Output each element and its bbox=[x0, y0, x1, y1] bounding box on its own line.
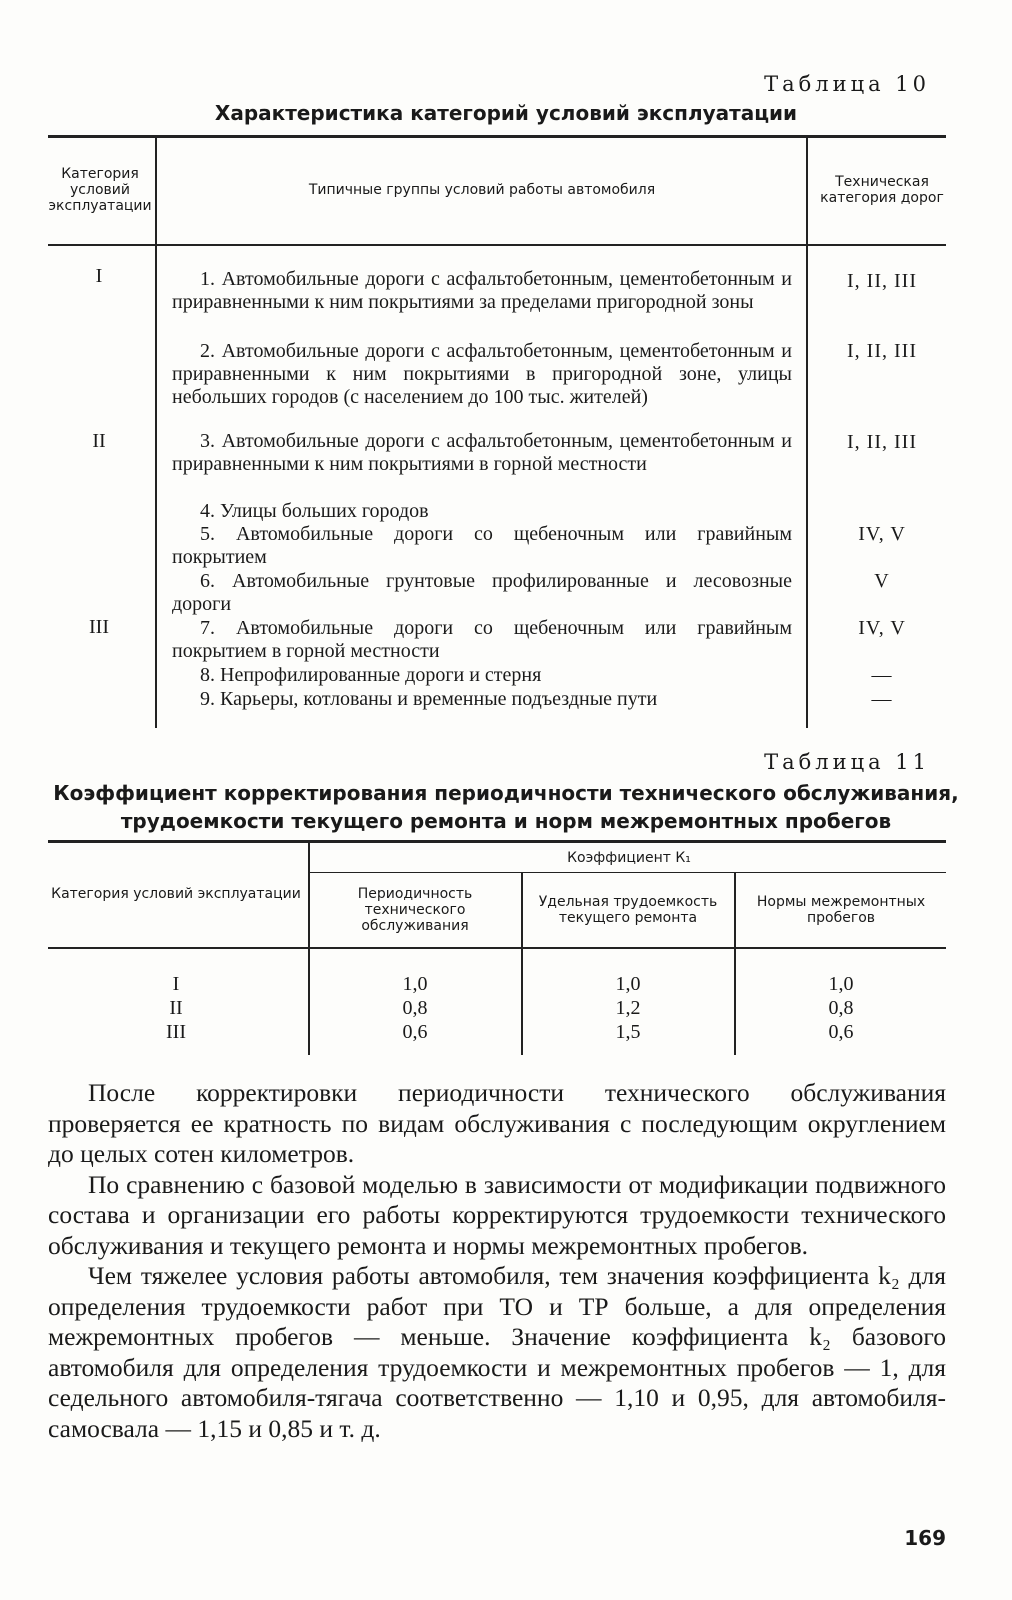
page-number: 169 bbox=[904, 1526, 946, 1550]
table-11-cell: 1,0 bbox=[615, 973, 641, 995]
table-10-header-rule bbox=[48, 244, 946, 246]
table-11-header-category: Категория условий эксплуатации bbox=[51, 886, 301, 902]
table-10-tech: IV, V bbox=[858, 523, 906, 545]
table-10-row: 7. Автомобильные дороги со щебеночным или гравийным покрытием в горной местности bbox=[172, 617, 792, 662]
table-10-tech: I, II, III bbox=[847, 270, 917, 292]
table-10-caption: Таблица 10 bbox=[764, 72, 930, 96]
table-11-top-rule bbox=[48, 840, 946, 843]
table-11-header-col2: Удельная трудоемкость текущего ремонта bbox=[538, 894, 718, 926]
table-11-cell: 0,8 bbox=[828, 997, 854, 1019]
table-10-tech: V bbox=[874, 570, 890, 592]
table-10-tech: — bbox=[871, 664, 893, 686]
table-11-title-line2: трудоемкости текущего ремонта и норм межремонтных пробегов bbox=[120, 809, 892, 833]
table-10-category: I bbox=[95, 265, 103, 287]
table-10-tech: IV, V bbox=[858, 617, 906, 639]
table-11-cell: 1,5 bbox=[615, 1021, 641, 1043]
table-10-row: 9. Карьеры, котлованы и временные подъездные пути bbox=[200, 688, 658, 710]
paragraph: По сравнению с базовой моделью в зависимости от модификации подвижного состава и организации его работы корректируются трудоемкости технического обслуживания и текущего ремонта и нормы межремонтных пробегов. bbox=[48, 1169, 946, 1260]
table-10-title: Характеристика категорий условий эксплуатации bbox=[214, 101, 798, 125]
table-10-header-groups: Типичные группы условий работы автомобиля bbox=[308, 182, 656, 198]
table-11-cell: 1,0 bbox=[402, 973, 428, 995]
table-10-category: III bbox=[89, 616, 109, 638]
table-11-title-line1: Коэффициент корректирования периодичности технического обслуживания, bbox=[53, 781, 959, 805]
table-11-header-coef: Коэффициент К₁ bbox=[567, 850, 691, 866]
table-11-cell: 1,2 bbox=[615, 997, 641, 1019]
table-10-divider-2 bbox=[806, 138, 808, 728]
table-11-caption: Таблица 11 bbox=[764, 750, 930, 774]
table-11-coef-rule bbox=[310, 872, 946, 873]
table-10-category: II bbox=[92, 430, 106, 452]
table-10-row: 2. Автомобильные дороги с асфальтобетонным, цементобетонным и приравненными к ним покрытиями в пригородной зоне, улицы небольших городов (с населением до 100 тыс. жителей) bbox=[172, 340, 792, 408]
table-11-cell: II bbox=[169, 997, 183, 1019]
table-10-top-rule bbox=[48, 135, 946, 138]
table-10-tech: I, II, III bbox=[847, 431, 917, 453]
table-10-row: 8. Непрофилированные дороги и стерня bbox=[200, 664, 542, 686]
table-10-divider-1 bbox=[155, 138, 157, 728]
table-10-row: 4. Улицы больших городов bbox=[200, 500, 429, 522]
table-11-header-col1: Периодичность технического обслуживания bbox=[357, 886, 473, 934]
table-11-cell: 0,8 bbox=[402, 997, 428, 1019]
table-11-cell: III bbox=[166, 1021, 186, 1043]
table-10-row: 3. Автомобильные дороги с асфальтобетонным, цементобетонным и приравненными к ним покрытиями в горной местности bbox=[172, 430, 792, 475]
paragraph: После корректировки периодичности технического обслуживания проверяется ее кратность по видам обслуживания с последующим округлением до целых сотен километров. bbox=[48, 1078, 946, 1168]
body-text bbox=[48, 1078, 946, 1444]
paragraph: Чем тяжелее условия работы автомобиля, тем значения коэффициента k₂ для определения трудоемкости работ при ТО и ТР больше, а для определения межремонтных пробегов — меньше. Значение коэффициента k₂ базового автомобиля для определения трудоемкости и межремонтных пробегов — 1, для седельного автомобиля-тягача соответственно — 1,10 и 0,95, для автомобиля-самосвала — 1,15 и 0,85 и т. д. bbox=[48, 1261, 946, 1443]
table-11-divider-1 bbox=[308, 843, 310, 1055]
table-11-divider-3 bbox=[734, 873, 736, 1055]
table-11-header-col3: Нормы межремонтных пробегов bbox=[756, 894, 926, 926]
table-10-tech: — bbox=[871, 688, 893, 710]
table-11-cell: 0,6 bbox=[828, 1021, 854, 1043]
table-10-row: 1. Автомобильные дороги с асфальтобетонным, цементобетонным и приравненными к ним покрытиями за пределами пригородной зоны bbox=[172, 268, 792, 313]
table-11-divider-2 bbox=[521, 873, 523, 1055]
table-11-cell: I bbox=[172, 973, 180, 995]
table-10-header-tech: Техническая категория дорог bbox=[820, 174, 944, 206]
table-11-cell: 1,0 bbox=[828, 973, 854, 995]
table-10-tech: I, II, III bbox=[847, 340, 917, 362]
table-11-header-rule bbox=[48, 947, 946, 949]
table-10-row: 5. Автомобильные дороги со щебеночным или гравийным покрытием bbox=[172, 523, 792, 568]
table-11-cell: 0,6 bbox=[402, 1021, 428, 1043]
table-10-row: 6. Автомобильные грунтовые профилированные и лесовозные дороги bbox=[172, 570, 792, 615]
table-10-header-category: Категория условий эксплуатации bbox=[48, 166, 152, 214]
